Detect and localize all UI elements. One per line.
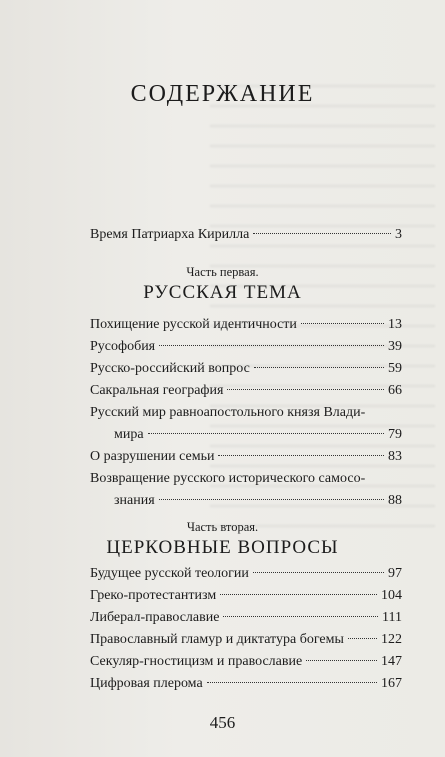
- dot-leader: [148, 433, 384, 434]
- toc-entry: [90, 224, 402, 246]
- toc-entry-page: 97: [388, 566, 402, 581]
- dot-leader: [301, 323, 384, 324]
- toc-entry: [90, 358, 402, 380]
- part-heading: ЦЕРКОВНЫЕ ВОПРОСЫ: [106, 537, 339, 558]
- toc-entry: [90, 629, 402, 651]
- toc-entry-label: Православный гламур и диктатура богемы: [90, 632, 344, 647]
- part-label: Часть первая.: [186, 265, 259, 279]
- dot-leader: [218, 455, 384, 456]
- page-number: 456: [209, 713, 236, 732]
- toc-entry-label: Русско-российский вопрос: [90, 361, 250, 376]
- toc-entry-page: 13: [388, 317, 402, 332]
- toc-entry-page: 88: [388, 493, 402, 508]
- dot-leader: [253, 572, 384, 573]
- toc-entry-label: О разрушении семьи: [90, 449, 215, 464]
- toc-intro: [90, 224, 402, 246]
- toc-entry: [90, 585, 402, 607]
- toc-entry-label: Цифровая плерома: [90, 676, 203, 691]
- toc-entry-page: 79: [388, 427, 402, 442]
- toc-entry-page: 83: [388, 449, 402, 464]
- dot-leader: [159, 499, 384, 500]
- toc-entry-label-line1: Русский мир равноапостольного князя Влади-: [90, 405, 366, 420]
- dot-leader: [220, 594, 377, 595]
- toc-entry: [90, 380, 402, 402]
- toc-entry-multiline: [90, 402, 402, 446]
- dot-leader: [159, 345, 384, 346]
- dot-leader: [253, 233, 391, 234]
- dot-leader: [227, 389, 384, 390]
- toc-entry-label: Сакральная география: [90, 383, 224, 398]
- toc-entry: [90, 314, 402, 336]
- part-label: Часть вторая.: [186, 520, 259, 534]
- toc-entry: [90, 607, 402, 629]
- toc-entry-label: Время Патриарха Кирилла: [90, 227, 250, 242]
- toc-entry-label: Похищение русской идентичности: [90, 317, 297, 332]
- dot-leader: [207, 682, 377, 683]
- part-one-header: [0, 265, 445, 304]
- toc-entry: [90, 651, 402, 673]
- part-two-header: [0, 520, 445, 559]
- page-title: СОДЕРЖАНИЕ: [130, 81, 315, 107]
- toc-entry-label: Греко-протестантизм: [90, 588, 217, 603]
- toc-entry-page: 3: [395, 227, 402, 242]
- toc-entry: [90, 424, 402, 446]
- toc-entry: [90, 673, 402, 695]
- toc-entry-label: Секуляр-гностицизм и православие: [90, 654, 303, 669]
- toc-entry-label: Либерал-православие: [90, 610, 220, 625]
- toc-entry-page: 167: [381, 676, 402, 691]
- toc-entry-page: 59: [388, 361, 402, 376]
- toc-entry-label-line1: Возвращение русского исторического самосо-: [90, 471, 366, 486]
- dot-leader: [306, 660, 377, 661]
- toc-part-two: [90, 563, 402, 695]
- toc-entry: [90, 490, 402, 512]
- dot-leader: [348, 638, 377, 639]
- toc-entry-page: 122: [381, 632, 402, 647]
- toc-entry: [90, 446, 402, 468]
- toc-entry-label: Русофобия: [90, 339, 156, 354]
- toc-entry-label-line2: мира: [114, 427, 144, 442]
- toc-entry: [90, 563, 402, 585]
- toc-part-one: [90, 314, 402, 512]
- toc-entry-label: Будущее русской теологии: [90, 566, 249, 581]
- toc-entry: [90, 336, 402, 358]
- toc-entry-label-line2: знания: [114, 493, 155, 508]
- toc-entry-page: 111: [382, 610, 402, 625]
- toc-entry-multiline: [90, 468, 402, 512]
- toc-entry-page: 147: [381, 654, 402, 669]
- dot-leader: [223, 616, 378, 617]
- toc-entry-page: 104: [381, 588, 402, 603]
- part-heading: РУССКАЯ ТЕМА: [143, 282, 302, 303]
- toc-entry-page: 39: [388, 339, 402, 354]
- toc-entry-page: 66: [388, 383, 402, 398]
- dot-leader: [254, 367, 384, 368]
